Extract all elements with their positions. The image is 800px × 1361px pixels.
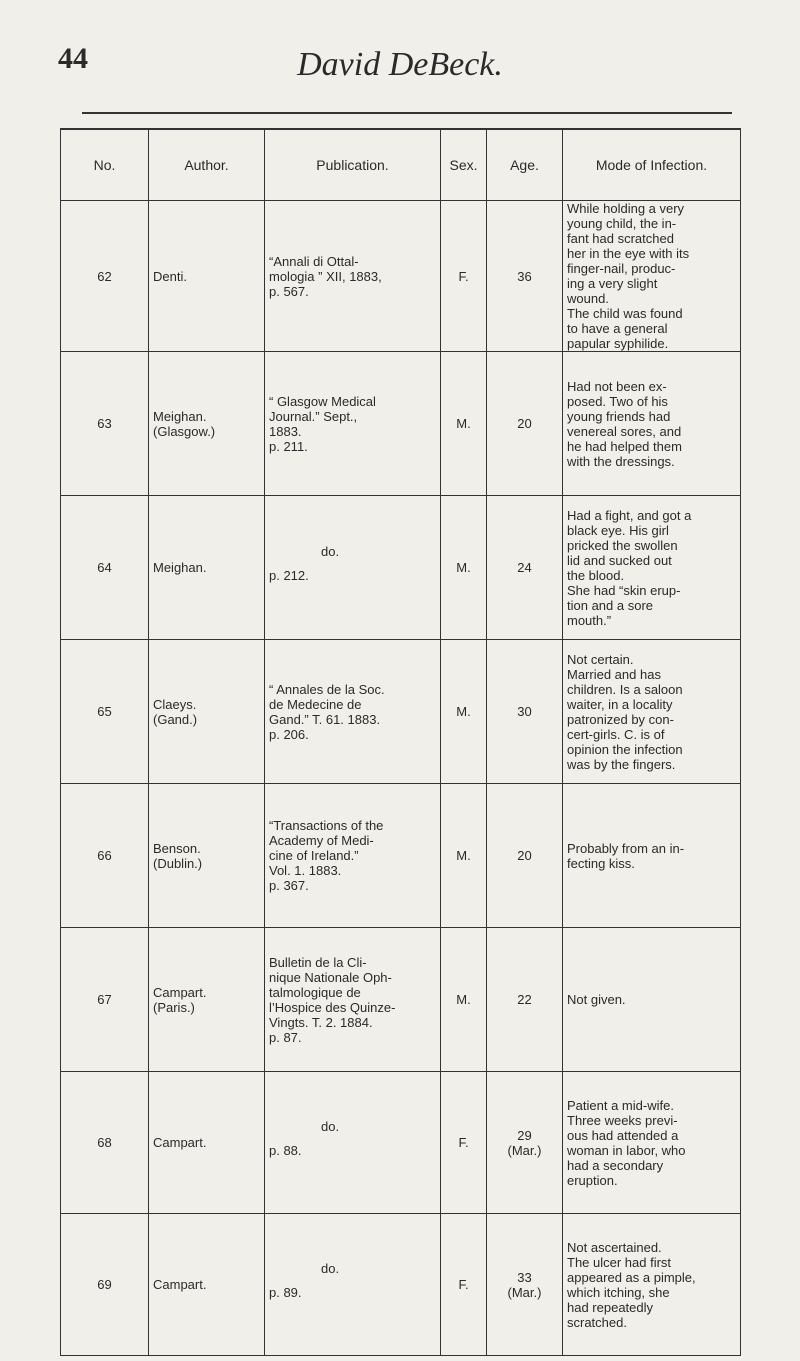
case-number: 66 [97,848,112,863]
cell-no [61,928,149,1072]
case-number: 69 [97,1277,112,1292]
age-value: 30 [517,704,532,719]
table-body [61,201,741,1356]
sex-value: F. [458,1135,469,1150]
cell-author [149,784,265,928]
table-row [61,928,741,1072]
publication-line: talmologique de [269,984,361,1000]
cell-sex [441,784,487,928]
cell-publication [265,784,441,928]
author-line: Campart. [153,1135,207,1150]
mode-line: ous had attended a [567,1127,679,1143]
mode-line: venereal sores, and [567,423,682,439]
cell-no [61,1214,149,1356]
mode-line: cert-girls. C. is of [567,726,665,742]
ditto-mark: do. [321,1118,340,1134]
mode-line: black eye. His girl [567,522,669,538]
case-number: 65 [97,704,112,719]
mode-line: Not given. [567,992,626,1007]
table-row [61,1214,741,1356]
cell-publication [265,496,441,640]
column-header-age: Age. [487,129,563,201]
cell-age [487,1072,563,1214]
cell-mode [563,784,741,928]
mode-line: he had helped them [567,438,682,454]
cell-sex [441,1214,487,1356]
cell-author [149,201,265,352]
mode-line: papular syphilide. [567,336,669,351]
cell-mode [563,201,741,352]
cell-age [487,784,563,928]
cell-publication [265,640,441,784]
column-header-sex: Sex. [441,129,487,201]
cell-sex [441,496,487,640]
publication-line: p. 87. [269,1029,302,1045]
mode-line: Three weeks previ- [567,1112,678,1128]
cell-mode [563,352,741,496]
cell-mode [563,640,741,784]
mode-line: Patient a mid-wife. [567,1097,674,1113]
cell-author [149,928,265,1072]
mode-line: opinion the infection [567,741,683,757]
sex-value: F. [458,1277,469,1292]
cell-age [487,1214,563,1356]
publication-line: l’Hospice des Quinze- [269,999,396,1015]
mode-line: children. Is a saloon [567,681,683,697]
publication-line: “ Annales de la Soc. [269,681,385,697]
mode-line: waiter, in a locality [567,696,673,712]
publication-line: Vol. 1. 1883. [269,863,342,878]
column-header-no: No. [61,129,149,201]
cell-no [61,201,149,352]
cell-age [487,496,563,640]
author-line: (Glasgow.) [153,423,216,439]
publication-line: p. 567. [269,283,309,299]
author-line: Meighan. [153,560,207,575]
table-header-row [61,129,741,201]
table-row [61,201,741,352]
mode-line: Not ascertained. [567,1239,662,1255]
cell-no [61,496,149,640]
publication-line: cine of Ireland.” [269,848,359,863]
age-value: 33 [517,1269,532,1285]
case-table [60,128,741,1356]
mode-line: to have a general [567,321,668,336]
table-row [61,496,741,640]
cell-publication [265,928,441,1072]
case-number: 62 [97,268,112,284]
author-line: Denti. [153,268,187,284]
mode-line: ing a very slight [567,276,658,291]
age-value: (Mar.) [507,1284,542,1300]
case-number: 63 [97,416,112,431]
publication-line: Academy of Medi- [269,833,374,848]
mode-line: which itching, she [567,1284,670,1300]
publication-line: “Transactions of the [269,818,384,833]
mode-line: young child, the in- [567,216,677,231]
ditto-mark: do. [321,1260,340,1276]
author-line: (Gand.) [153,711,198,727]
publication-line: 1883. [269,423,302,439]
mode-line: While holding a very [567,201,685,216]
table-row [61,640,741,784]
publication-line: de Medecine de [269,696,362,712]
cell-publication [265,201,441,352]
cell-mode [563,1072,741,1214]
cell-sex [441,352,487,496]
cell-age [487,352,563,496]
cell-age [487,201,563,352]
case-number: 68 [97,1135,112,1150]
mode-line: woman in labor, who [567,1142,686,1158]
cell-mode [563,1214,741,1356]
cell-sex [441,1072,487,1214]
mode-line: was by the fingers. [567,756,676,772]
mode-line: posed. Two of his [567,393,668,409]
mode-line: fecting kiss. [567,855,635,871]
mode-line: She had “skin erup- [567,582,681,598]
cell-no [61,784,149,928]
mode-line: mouth.” [567,612,612,628]
mode-line: appeared as a pimple, [567,1269,696,1285]
publication-line: Gand.” T. 61. 1883. [269,711,381,727]
mode-line: Probably from an in- [567,840,685,856]
mode-line: Married and has [567,666,661,682]
publication-line: p. 89. [269,1284,302,1300]
column-header-mode: Mode of Infection. [563,129,741,201]
table-row [61,1072,741,1214]
mode-line: The ulcer had first [567,1254,672,1270]
running-head: David DeBeck. [297,46,503,83]
age-value: 36 [517,268,532,284]
publication-line: Journal.” Sept., [269,408,358,424]
mode-line: lid and sucked out [567,552,672,568]
age-value: 24 [517,560,532,575]
mode-line: had repeatedly [567,1299,654,1315]
mode-line: the blood. [567,567,625,583]
column-header-author: Author. [149,129,265,201]
age-value: 29 [517,1127,532,1143]
publication-line: nique Nationale Oph- [269,969,392,985]
mode-line: had a secondary [567,1157,664,1173]
mode-line: with the dressings. [567,453,675,469]
author-line: Meighan. [153,408,207,424]
cell-sex [441,928,487,1072]
mode-line: tion and a sore [567,597,654,613]
sex-value: M. [456,560,471,575]
age-value: 20 [517,848,532,863]
mode-line: The child was found [567,306,683,321]
age-value: 22 [517,992,532,1007]
cell-no [61,640,149,784]
sex-value: F. [458,268,469,284]
age-value: (Mar.) [507,1142,542,1158]
cell-author [149,352,265,496]
mode-line: pricked the swollen [567,537,678,553]
cell-publication [265,1072,441,1214]
publication-line: p. 88. [269,1142,302,1158]
cell-no [61,1072,149,1214]
cell-sex [441,201,487,352]
case-number: 64 [97,560,112,575]
publication-line: p. 206. [269,726,309,742]
age-value: 20 [517,416,532,431]
cell-age [487,928,563,1072]
author-line: (Dublin.) [153,855,203,871]
publication-line: Bulletin de la Cli- [269,954,367,970]
cell-sex [441,640,487,784]
author-line: (Paris.) [153,999,195,1015]
header-rule [82,112,732,114]
cell-author [149,640,265,784]
sex-value: M. [456,992,471,1007]
publication-line: “Annali di Ottal- [269,253,359,269]
cell-publication [265,1214,441,1356]
author-line: Campart. [153,984,207,1000]
column-header-publication: Publication. [265,129,441,201]
publication-line: p. 211. [269,438,308,454]
sex-value: M. [456,848,471,863]
publication-line: mologia ” XII, 1883, [269,268,382,284]
author-line: Campart. [153,1277,207,1292]
publication-line: “ Glasgow Medical [269,393,376,409]
publication-line: Vingts. T. 2. 1884. [269,1014,373,1030]
mode-line: patronized by con- [567,711,674,727]
sex-value: M. [456,704,471,719]
page-number: 44 [58,42,88,75]
publication-line: p. 212. [269,567,309,583]
cell-author [149,1214,265,1356]
cell-mode [563,496,741,640]
mode-line: Had a fight, and got a [567,507,692,523]
table-row [61,784,741,928]
author-line: Benson. [153,840,201,856]
ditto-mark: do. [321,543,340,559]
cell-no [61,352,149,496]
mode-line: eruption. [567,1172,618,1188]
mode-line: her in the eye with its [567,246,690,261]
mode-line: scratched. [567,1314,627,1330]
publication-line: p. 367. [269,878,309,893]
author-line: Claeys. [153,696,197,712]
mode-line: young friends had [567,408,671,424]
mode-line: wound. [567,291,609,306]
table-row [61,352,741,496]
case-number: 67 [97,992,112,1007]
cell-mode [563,928,741,1072]
mode-line: Had not been ex- [567,378,667,394]
cell-publication [265,352,441,496]
mode-line: finger-nail, produc- [567,261,676,276]
sex-value: M. [456,416,471,431]
cell-author [149,1072,265,1214]
cell-age [487,640,563,784]
cell-author [149,496,265,640]
mode-line: fant had scratched [567,231,674,246]
mode-line: Not certain. [567,651,634,667]
